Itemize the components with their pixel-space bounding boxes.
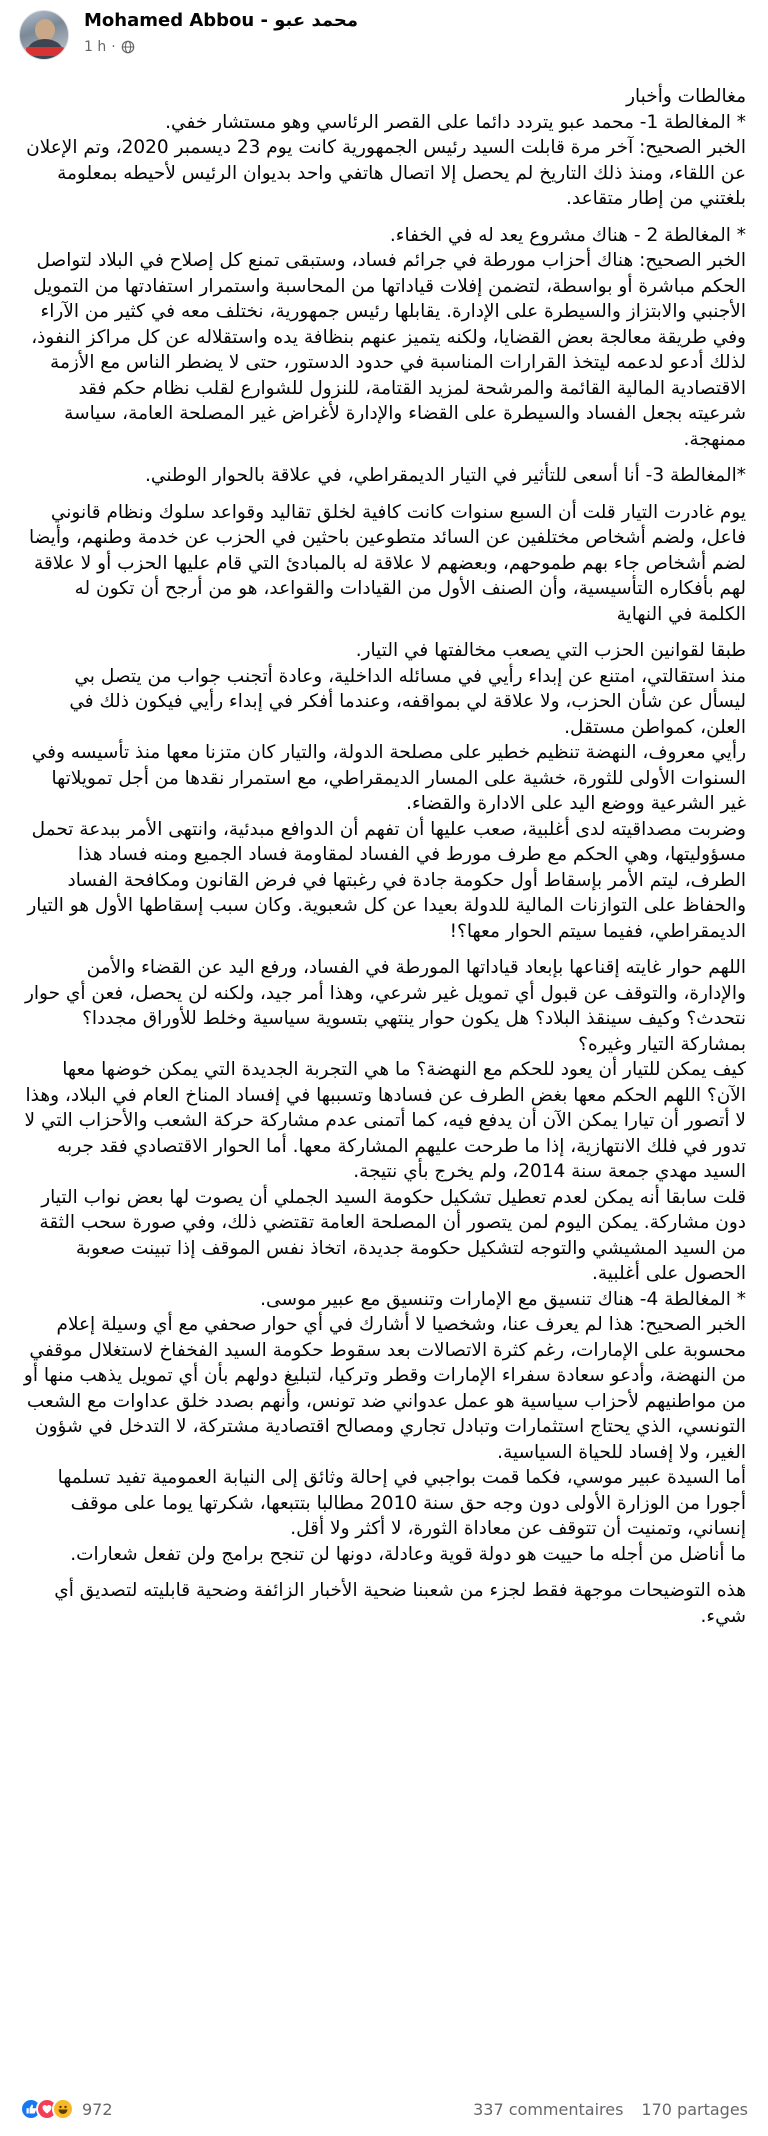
post-paragraph: اللهم حوار غايته إقناعها بإبعاد قياداتها المورطة في الفساد، ورفع اليد عن القضاء والأمن والإدارة، والتوقف عن قبول أي تمويل غير شرعي، وهذا أمر جيد، ولكنه لن يحصل، فعن أي حوار نتحدث؟ وكيف سينقذ البلاد؟ هل يكون حوار ينتهي بتسوية سياسية وخلط للأوراق مجددا؟ بمشاركة التيار وغيره؟ كيف يمكن للتيار أن يعود للحكم مع النهضة؟ ما هي التجربة الجديدة التي يمكن خوضها معها الآن؟ اللهم الحكم معها بغض الطرف عن فسادها وتسببها في إفساد المناخ العام في البلاد، وهذا لا أتصور أن تيارا يمكن الآن أن يدفع فيه، كما أتمنى عدم مشاركة حركة الشعب والأحزاب التي لا تدور في فلك الانتهازية، إذا ما طرحت عليهم المشاركة معها. أما الحوار الاقتصادي فقد جربه السيد مهدي جمعة سنة 2014، ولم يخرج بأي نتيجة. قلت سابقا أنه يمكن لعدم تعطيل تشكيل حكومة السيد الجملي أن يصوت لها بعض نواب التيار دون مشاركة. يمكن اليوم لمن يتصور أن المصلحة العامة تقتضي ذلك، وفي صورة سحب الثقة من السيد المشيشي والتوجه لتشكيل حكومة جديدة، اتخاذ نفس الموقف إذا تبينت صعوبة الحصول على أغلبية. * المغالطة 4- هناك تنسيق مع الإمارات وتنسيق مع عبير موسى. الخبر الصحيح: هذا لم يعرف عنا، وشخصيا لا أشارك في أي حوار صحفي مع أي وسيلة إعلام محسوبة على الإمارات، رغم كثرة الاتصالات بعد سقوط حكومة السيد الفخفاخ لاستغلال موقفي من النهضة، وأدعو سعادة سفراء الإمارات وقطر وتركيا، لتبليغ دولهم بأن أي تمويل يذهب منها أو من مواطنيهم لأحزاب سياسية هو عمل عدواني ضد تونس، وأنهم بصدد خلق عداوات مع الشعب التونسي، الذي يحتاج استثمارات وتبادل تجاري ومصالح اقتصادية مشتركة، لا التدخل في شؤون الغير، ولا إفساد للحياة السياسية. أما السيدة عبير موسي، فكما قمت بواجبي في إحالة وثائق إلى النيابة العمومية تفيد تسلمها أجورا من الوزارة الأولى دون وجه حق سنة 2010 مطالبا بتتبعها، شكرتها يوما على موقف إنساني، وتمنيت أن تتوقف عن معاداة الثورة، لا أكثر ولا أقل. ما أناضل من أجله ما حييت هو دولة قوية وعادلة، دونها لن تنجح برامج ولن تفعل شعارات. [23,957,746,1565]
globe-icon [121,40,135,54]
post-paragraph: مغالطات وأخبار * المغالطة 1- محمد عبو يتردد دائما على القصر الرئاسي وهو مستشار خفي. الخبر الصحيح: آخر مرة قابلت السيد رئيس الجمهورية كانت يوم 23 ديسمبر 2020، وتم الإعلان عن اللقاء، ومنذ ذلك التاريخ لم يحصل إلا اتصال هاتفي واحد بديوان الرئيس لأحيطه بمعلومة بلغتني من إطار متقاعد. [26,86,746,209]
post-time[interactable]: 1 h [84,39,107,55]
shares-count[interactable]: 170 partages [641,2100,748,2119]
post-body [22,84,746,1640]
reactions-summary[interactable] [20,2098,113,2120]
post-paragraph: *المغالطة 3- أنا أسعى للتأثير في التيار الديمقراطي، في علاقة بالحوار الوطني. [145,465,746,486]
post-meta [84,38,135,56]
post-stats [473,2100,748,2119]
post-paragraph: * المغالطة 2 - هناك مشروع يعد له في الخفاء. الخبر الصحيح: هناك أحزاب مورطة في جرائم فساد، وستبقى تمنع كل إصلاح في البلاد لتواصل الحكم مباشرة أو بواسطة، لتضمن إفلات قياداتها من المحاسبة واستمرار استفادتها من التمويل الأجنبي والابتزاز والسيطرة على الإدارة. يقابلها رئيس جمهورية، نختلف معه في كثير من الآراء وفي طريقة معالجة بعض القضايا، ولكنه يتميز عنهم بنظافة يده واستقلاله عن كل مراكز النفوذ، لذلك أدعو لدعمه ليتخذ القرارات المناسبة في حدود الدستور، حتى لا يضطر الناس مع الأزمة الاقتصادية المالية القائمة والمرشحة لمزيد القتامة، للنزول للشوارع لقلب نظام حكم فقد شرعيته بجعل الفساد والسيطرة على القضاء والإدارة لأغراض غير المصلحة العامة، سياسة ممنهجة. [31,224,746,450]
author-avatar[interactable] [19,10,69,60]
haha-icon [52,2098,74,2120]
post-footer [0,2088,768,2132]
post-paragraph: طبقا لقوانين الحزب التي يصعب مخالفتها في التيار. منذ استقالتي، امتنع عن إبداء رأيي في مسائله الداخلية، وعادة أتجنب جواب من يتصل بي ليسأل عن شأن الحزب، ولا علاقة لي بمواقفه، وعندما أفكر في إبداء رأيي فيكون ذلك في العلن، كمواطن مستقل. رأيي معروف، النهضة تنظيم خطير على مصلحة الدولة، والتيار كان متزنا معها منذ تأسيسه وفي السنوات الأولى للثورة، خشية على المسار الديمقراطي، مع استمرار نقدها من أجل تمويلاتها غير الشرعية ووضع اليد على الادارة والقضاء. وضربت مصداقيته لدى أغلبية، صعب عليها أن تفهم أن الدوافع مبدئية، وانتهى الأمر ببدعة تحمل مسؤوليتها، وهي الحكم مع طرف مورط في الفساد لمقاومة فساد الجميع ومنه فساد هذا الطرف، ليتم الأمر بإسقاط أول حكومة جادة في رغبتها في فرض القانون ومكافحة الفساد والحفاظ على التوازنات المالية للدولة بعيدا عن كل شعبوية. وكان سبب إسقاطها الأول هو التيار الديمقراطي، ففيما سيتم الحوار معها؟! [27,640,746,942]
comments-count[interactable]: 337 commentaires [473,2100,624,2119]
meta-separator: · [111,39,116,55]
reaction-count[interactable]: 972 [82,2099,113,2119]
post-paragraph: هذه التوضيحات موجهة فقط لجزء من شعبنا ضحية الأخبار الزائفة وضحية قابليته لتصديق أي شيء. [54,1580,746,1627]
author-name[interactable]: Mohamed Abbou - محمد عبو [84,10,359,31]
post-header [0,0,768,64]
post-paragraph: يوم غادرت التيار قلت أن السبع سنوات كانت كافية لخلق تقاليد وقواعد سلوك ونظام قانوني فاعل، ولضم أشخاص مختلفين عن السائد متطوعين باحثين في الحزب عن خدمة وطنهم، وأيضا لضم أشخاص جاء بهم طموحهم، وبعضهم لا علاقة له بالمبادئ التي قام عليها الحزب أو لا علاقة لهم بأفكاره التأسيسية، وأن الصنف الأول من القيادات والقواعد، هو من أرجح أن تكون له الكلمة في النهاية [29,501,746,625]
